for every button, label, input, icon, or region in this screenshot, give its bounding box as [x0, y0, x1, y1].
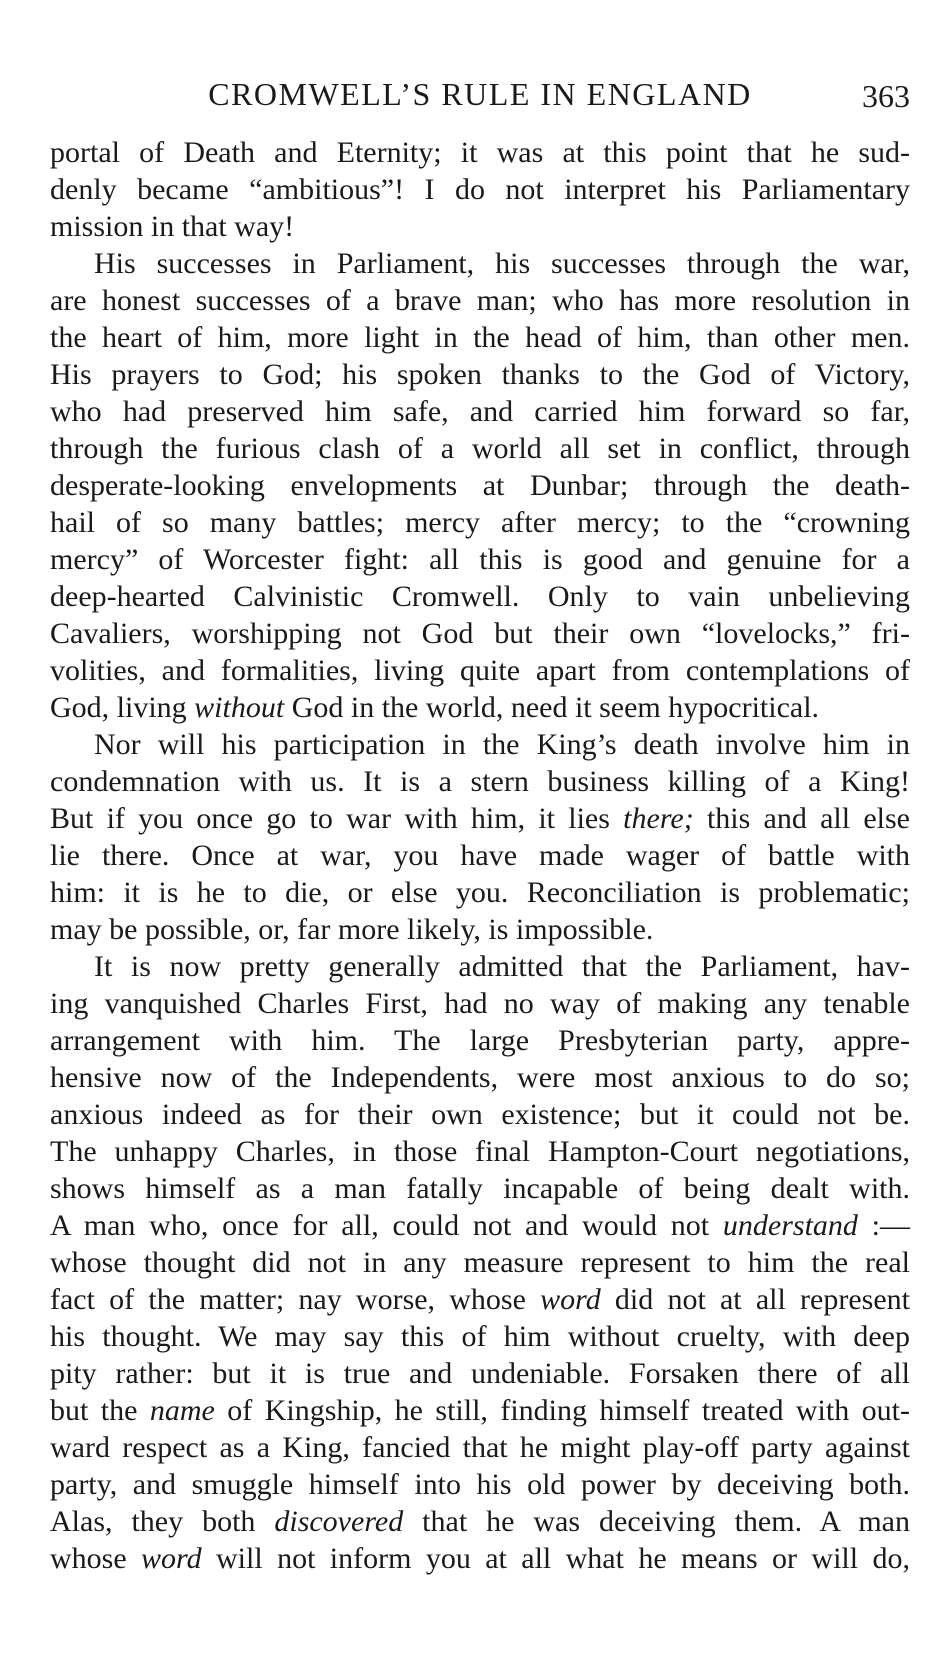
text-segment: shows himself as a man fatally incapable of being dealt with.: [50, 1172, 910, 1205]
text-segment: denly became “ambitious”! I do not interpret his Parliamentary: [50, 173, 910, 206]
text-line: [50, 1207, 910, 1244]
text-segment: hail of so many battles; mercy after mercy; to the “crowning: [50, 506, 910, 539]
text-line: [50, 504, 910, 541]
text-segment: desperate-looking envelopments at Dunbar; through the death-: [50, 469, 910, 502]
italic-text: without: [194, 691, 285, 724]
text-segment: but the: [50, 1394, 150, 1427]
text-segment: God in the world, need it seem hypocritical.: [284, 691, 820, 724]
text-line: [50, 467, 910, 504]
text-segment: hensive now of the Independents, were most anxious to do so;: [50, 1061, 910, 1094]
text-line: [50, 652, 910, 689]
text-segment: It is now pretty generally admitted that the Parliament, hav-: [94, 950, 910, 983]
text-segment: anxious indeed as for their own existence; but it could not be.: [50, 1098, 910, 1131]
paragraph: [50, 245, 910, 726]
text-segment: through the furious clash of a world all set in conflict, through: [50, 432, 910, 465]
text-line: [50, 1059, 910, 1096]
text-line: [50, 319, 910, 356]
text-segment: are honest successes of a brave man; who has more resolution in: [50, 284, 910, 317]
page-header: [50, 70, 910, 120]
text-line: [50, 171, 910, 208]
text-line: [50, 356, 910, 393]
text-segment: God, living: [50, 691, 195, 724]
text-segment: His successes in Parliament, his successes through the war,: [94, 247, 910, 280]
italic-text: name: [149, 1394, 215, 1427]
text-line: [50, 208, 910, 245]
text-line: [50, 615, 910, 652]
text-segment: did not at all represent: [600, 1283, 910, 1316]
text-line: [50, 393, 910, 430]
text-line: [50, 541, 910, 578]
text-segment: arrangement with him. The large Presbyterian party, appre-: [50, 1024, 910, 1057]
italic-text: understand: [722, 1209, 858, 1242]
text-segment: his thought. We may say this of him without cruelty, with deep: [50, 1320, 910, 1353]
text-segment: :—: [857, 1209, 910, 1242]
text-segment: him: it is he to die, or else you. Reconciliation is problematic;: [50, 876, 910, 909]
text-segment: that he was deceiving them. A man: [403, 1505, 910, 1538]
italic-text: discovered: [274, 1505, 404, 1538]
text-segment: The unhappy Charles, in those final Hampton-Court negotiations,: [50, 1135, 910, 1168]
text-segment: pity rather: but it is true and undeniable. Forsaken there of all: [50, 1357, 910, 1390]
text-line: [50, 689, 910, 726]
text-segment: Nor will his participation in the King’s death involve him in: [94, 728, 910, 761]
text-segment: of Kingship, he still, finding himself treated with out-: [214, 1394, 910, 1427]
text-line: [50, 726, 910, 763]
text-line: [50, 837, 910, 874]
text-line: [50, 134, 910, 171]
running-title: CROMWELL’S RULE IN ENGLAND: [208, 76, 752, 112]
text-line: [50, 874, 910, 911]
text-line: [50, 1355, 910, 1392]
italic-text: word: [540, 1283, 601, 1316]
text-segment: the heart of him, more light in the head of him, than other men.: [50, 321, 910, 354]
italic-text: there;: [623, 802, 694, 835]
text-segment: A man who, once for all, could not and would not: [50, 1209, 723, 1242]
text-segment: Alas, they both: [50, 1505, 275, 1538]
text-line: [50, 1133, 910, 1170]
text-segment: whose: [50, 1542, 142, 1575]
text-line: [50, 1244, 910, 1281]
italic-text: word: [141, 1542, 202, 1575]
text-segment: mercy” of Worcester fight: all this is good and genuine for a: [50, 543, 910, 576]
paragraph: [50, 948, 910, 1577]
text-segment: deep-hearted Calvinistic Cromwell. Only to vain unbelieving: [50, 580, 910, 613]
text-line: [50, 948, 910, 985]
text-segment: party, and smuggle himself into his old power by deceiving both.: [50, 1468, 910, 1501]
text-segment: will not inform you at all what he means or will do,: [201, 1542, 910, 1575]
text-line: [50, 985, 910, 1022]
text-segment: ing vanquished Charles First, had no way of making any tenable: [50, 987, 910, 1020]
text-line: [50, 1429, 910, 1466]
text-segment: condemnation with us. It is a stern business killing of a King!: [50, 765, 910, 798]
text-segment: whose thought did not in any measure represent to him the real: [50, 1246, 910, 1279]
text-line: [50, 430, 910, 467]
paragraph: [50, 134, 910, 245]
text-segment: But if you once go to war with him, it lies: [50, 802, 624, 835]
text-segment: His prayers to God; his spoken thanks to the God of Victory,: [50, 358, 910, 391]
text-line: [50, 282, 910, 319]
text-line: [50, 911, 910, 948]
text-segment: ward respect as a King, fancied that he might play-off party against: [50, 1431, 910, 1464]
text-line: [50, 1392, 910, 1429]
text-line: [50, 763, 910, 800]
text-line: [50, 1281, 910, 1318]
text-line: [50, 1466, 910, 1503]
body-text: [50, 134, 910, 1577]
page-number: 363: [862, 78, 910, 114]
text-line: [50, 1503, 910, 1540]
text-line: [50, 800, 910, 837]
text-line: [50, 1096, 910, 1133]
text-segment: Cavaliers, worshipping not God but their own “lovelocks,” fri-: [50, 617, 910, 650]
text-segment: volities, and formalities, living quite apart from contemplations of: [50, 654, 910, 687]
text-segment: may be possible, or, far more likely, is impossible.: [50, 913, 654, 946]
text-line: [50, 578, 910, 615]
text-line: [50, 1540, 910, 1577]
text-segment: fact of the matter; nay worse, whose: [50, 1283, 541, 1316]
text-segment: portal of Death and Eternity; it was at this point that he sud-: [50, 136, 910, 169]
text-line: [50, 1022, 910, 1059]
paragraph: [50, 726, 910, 948]
text-line: [50, 1170, 910, 1207]
text-segment: lie there. Once at war, you have made wager of battle with: [50, 839, 910, 872]
text-line: [50, 245, 910, 282]
text-line: [50, 1318, 910, 1355]
text-segment: who had preserved him safe, and carried him forward so far,: [50, 395, 910, 428]
text-segment: this and all else: [693, 802, 910, 835]
text-segment: mission in that way!: [50, 210, 295, 243]
